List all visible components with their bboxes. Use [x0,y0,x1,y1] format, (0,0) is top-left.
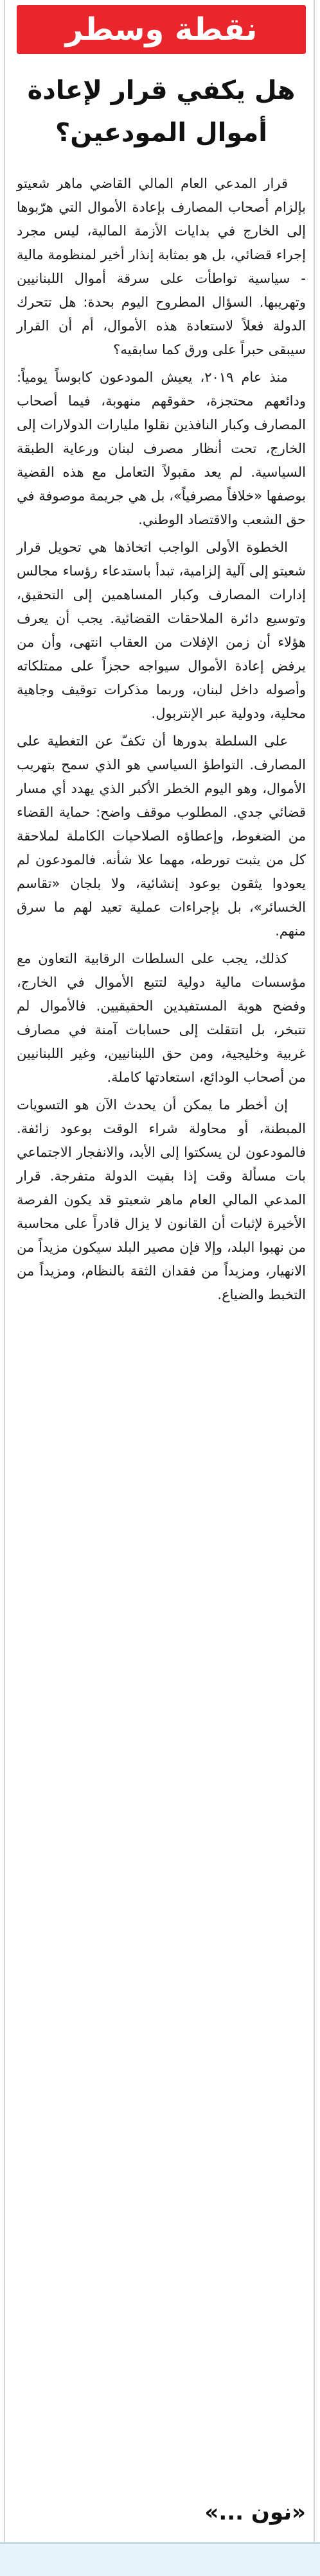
author-signature: «نون ...» [204,2500,306,2525]
article-paragraph: كذلك، يجب على السلطات الرقابية التعاون مع مؤسسات مالية دولية لتتبع الأموال في الخارج، وفضح هوية المستفيدين الحقيقيين. فالأموال لم تتبخر، بل انتقلت إلى حسابات آمنة في مصارف غربية وخليجية، ومن حق اللبنانيين، وغير اللبنانيين من أصحاب الودائع، استعادتها كاملة. [17,951,306,1085]
bottom-strip [0,2542,320,2576]
article-body [17,172,306,1311]
column-banner [17,5,306,54]
article-paragraph: إن أخطر ما يمكن أن يحدث الآن هو التسويات المبطنة، أو محاولة شراء الوقت بوعود زائفة. فالمودعون لن يسكتوا إلى الأبد، والانفجار الاجتماعي بات مسألة وقت إذا بقيت الدولة متفرجة. قرار المدعي المالي العام ماهر شعيتو قد يكون الفرصة الأخيرة لإثبات أن القانون لا يزال قادراً على محاسبة من نهبوا البلد، وإلا فإن مصير البلد سيكون مزيداً من الانهيار، ومزيداً من فقدان الثقة بالنظام، ومزيداً من التخبط والضياع. [17,1097,306,1302]
article-headline: هل يكفي قرار لإعادة أموال المودعين؟ [27,76,296,148]
article-paragraph: قرار المدعي العام المالي القاضي ماهر شعيتو بإلزام أصحاب المصارف بإعادة الأموال التي هرّبوها إلى الخارج في بدايات الأزمة المالية، ليس مجرد إجراء قضائي، بل هو بمثابة إنذار أخير لمنظومة مالية - سياسية تواطأت على سرقة أموال اللبنانيين وتهريبها. السؤال المطروح اليوم بحدة: هل تتحرك الدولة فعلاً لاستعادة هذه الأموال، أم أن القرار سيبقى حبراً على ورق كما سابقيه؟ [17,176,306,357]
article-paragraph: على السلطة بدورها أن تكفّ عن التغطية على المصارف. التواطؤ السياسي هو الذي سمح بتهريب الأموال، وهو اليوم الخطر الأكبر الذي يهدد أي مسار قضائي جدي. المطلوب موقف واضح: حماية القضاء من الضغوط، وإعطاؤه الصلاحيات الكاملة لملاحقة كل من يثبت تورطه، مهما علا شأنه. فالمودعون لم يعودوا يثقون بوعود إنشائية، ولا بلجان «تقاسم الخسائر»، بل بإجراءات عملية تعيد لهم ما سرق منهم. [17,733,306,939]
article-column [4,0,315,2576]
banner-title: نقطة وسطر [65,12,258,47]
article-paragraph: الخطوة الأولى الواجب اتخاذها هي تحويل قرار شعيتو إلى آلية إلزامية، تبدأ باستدعاء رؤساء مجالس إدارات المصارف وكبار المساهمين إلى التحقيق، وتوسيع دائرة الملاحقات القضائية. يجب أن يعرف هؤلاء أن زمن الإفلات من العقاب انتهى، وأن من يرفض إعادة الأموال سيواجه حجزاً على ممتلكاته وأصوله داخل لبنان، وربما مذكرات توقيف وجاهية محلية، ودولية عبر الإنتربول. [17,540,306,721]
article-paragraph: منذ عام ٢٠١٩، يعيش المودعون كابوساً يومياً: ودائعهم محتجزة، حقوقهم منهوبة، فيما أصحاب المصارف وكبار النافذين نقلوا مليارات الدولارات إلى الخارج، تحت أنظار مصرف لبنان ورعاية الطبقة السياسية. لم يعد مقبولاً التعامل مع هذه القضية بوصفها «خلافاً مصرفياً»، بل هي جريمة موصوفة في حق الشعب والاقتصاد الوطني. [17,370,306,527]
